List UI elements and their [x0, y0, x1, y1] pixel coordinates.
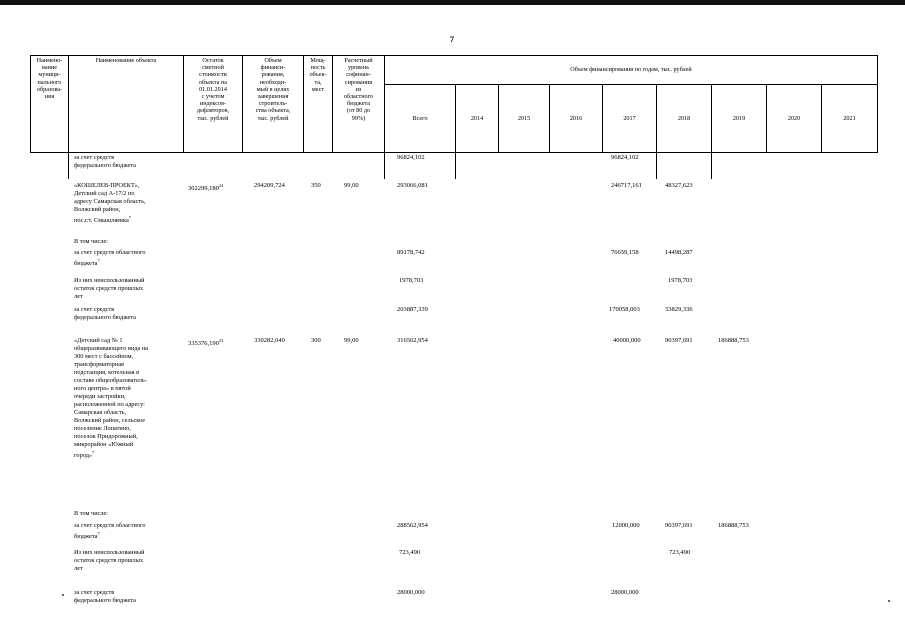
row-total: 89178,742: [397, 249, 425, 256]
row-name: за счет средств федерального бюджета: [74, 154, 136, 169]
column-rule: [656, 153, 657, 179]
row-volume: 330282,049: [254, 337, 285, 344]
header-year-2018: 2018: [656, 84, 712, 153]
header-total: Всего: [384, 84, 456, 153]
header-year-2016: 2016: [549, 84, 603, 153]
scan-speck: [888, 600, 890, 602]
row-2017: 76659,158: [611, 249, 639, 256]
row-level: 99,00: [344, 337, 359, 344]
row-2017: 12000,000: [612, 522, 640, 529]
row-total: 293066,081: [397, 182, 428, 189]
row-total: 723,490: [399, 549, 421, 556]
row-2018: 90397,691: [665, 522, 693, 529]
row-2018: 48327,623: [665, 182, 693, 189]
row-capacity: 350: [311, 182, 321, 189]
row-name: за счет средств областного бюджета$^7$: [74, 249, 146, 268]
row-total: 28000,000: [397, 589, 425, 596]
row-remaining: 335376,190$^{23}$: [188, 338, 224, 348]
row-2019: 186888,753: [718, 522, 749, 529]
row-name: «КОШЕЛЕВ-ПРОЕКТ», Детский сад А-17/2 по адресу Самарская область, Волжский район, пос.г.т. Смышляевка$^7$: [74, 182, 146, 225]
row-2017: 246717,161: [611, 182, 642, 189]
row-2018: 723,490: [669, 549, 691, 556]
row-2017: 96824,102: [611, 154, 639, 161]
row-total: 203887,339: [397, 306, 428, 313]
row-subheading: В том числе:: [74, 510, 109, 517]
row-name: за счет средств областного бюджета$^7$: [74, 522, 146, 541]
header-year-2017: 2017: [602, 84, 657, 153]
header-year-2021: 2021: [821, 84, 878, 153]
row-total: 1978,703: [399, 277, 424, 284]
row-total: 96824,102: [397, 154, 425, 161]
row-name: Из них неиспользованный остаток средств прошлых лет: [74, 277, 145, 300]
row-name: «Детский сад № 1 общеразвивающего вида на 300 мест с бассейном, трансформаторная подстанция, котельная в составе общеобразователь- ного центра» в пятой очереди застройки, расположенной по адресу: Самарская область, Волжский район, сельское поселение Лопатино, поселок Придорожный, микрорайон «Южный город»$^7$: [74, 337, 149, 460]
row-name: за счет средств федерального бюджета: [74, 306, 136, 321]
row-subheading: В том числе:: [74, 238, 109, 245]
header-year-2020: 2020: [766, 84, 822, 153]
column-rule: [384, 153, 385, 179]
header-remaining-cost: Остаток сметной стоимости объекта на 01.01.2014 с учетом индексов- дефляторов, тыс. рублей: [183, 55, 243, 153]
header-municipality: Наимено- вание муници- пального образова- ния: [30, 55, 69, 153]
header-year-2019: 2019: [711, 84, 767, 153]
top-border: [0, 0, 905, 5]
row-2018: 1978,703: [668, 277, 693, 284]
row-name: за счет средств федерального бюджета: [74, 589, 136, 604]
row-2017: 40000,000: [613, 337, 641, 344]
header-capacity: Мощ- ность объек- та, мест: [303, 55, 333, 153]
row-capacity: 300: [311, 337, 321, 344]
row-name: Из них неиспользованный остаток средств прошлых лет: [74, 549, 145, 572]
column-rule: [711, 153, 712, 179]
header-year-2014: 2014: [455, 84, 499, 153]
row-2017: 28000,000: [611, 589, 639, 596]
row-2018: 33829,336: [665, 306, 693, 313]
row-2019: 186888,753: [718, 337, 749, 344]
row-2018: 14498,287: [665, 249, 693, 256]
row-remaining: 302299,180$^{24}$: [188, 183, 224, 193]
row-total: 316562,954: [397, 337, 428, 344]
column-rule: [68, 153, 69, 179]
row-2017: 170058,003: [609, 306, 640, 313]
row-volume: 294209,724: [254, 182, 285, 189]
row-total: 288562,954: [397, 522, 428, 529]
row-level: 99,00: [344, 182, 359, 189]
row-2018: 90397,691: [665, 337, 693, 344]
header-year-2015: 2015: [498, 84, 550, 153]
header-cofinancing: Расчетный уровень софинан- сирования из областного бюджета (от 80 до 99%): [332, 55, 385, 153]
header-object-name: Наименование объекта: [68, 55, 184, 153]
column-rule: [455, 153, 456, 179]
header-funding-volume: Объем финанси- рования, необходи- мый в целях завершения строитель- ства объекта, тыс. рублей: [242, 55, 304, 153]
page-number: 7: [450, 35, 454, 44]
header-funding-by-year: Объем финансирования по годам, тыс. рублей: [384, 55, 878, 85]
scan-speck: [62, 594, 64, 596]
